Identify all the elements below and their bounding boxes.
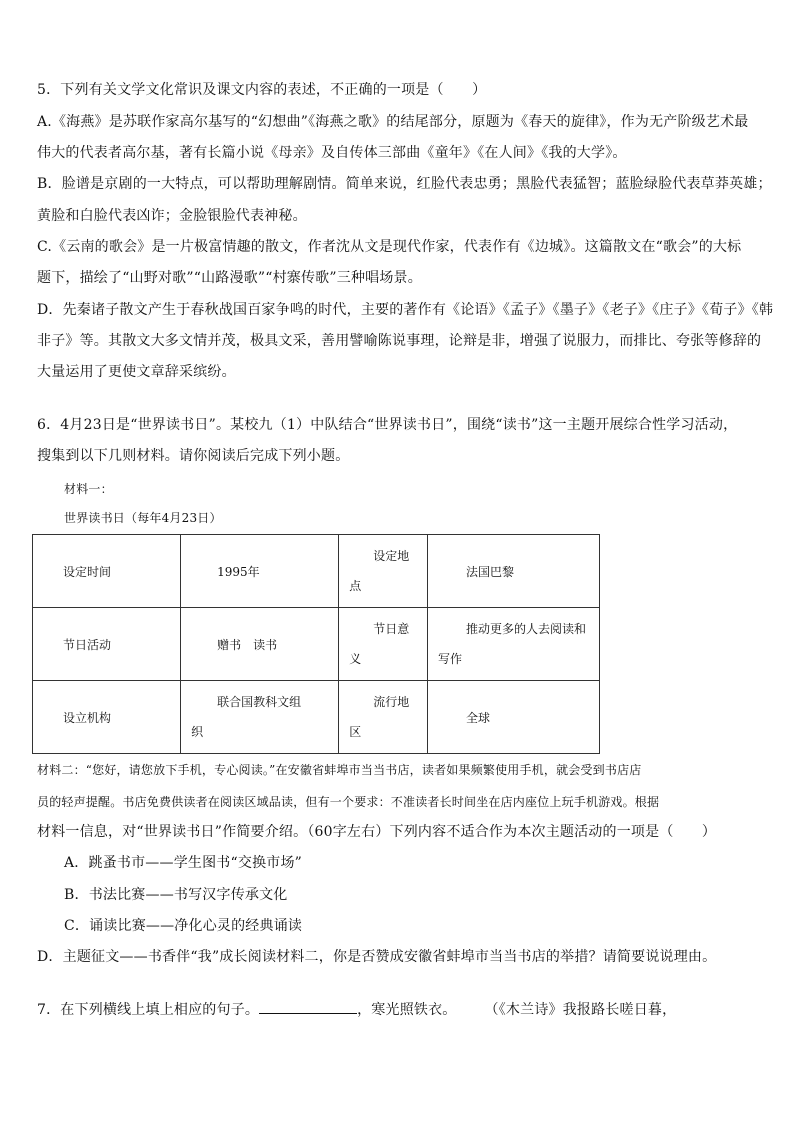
table-cell xyxy=(339,608,428,681)
q6-option-d: D．主题征文——书香伴“我”成长阅读材料二，你是否赞成安徽省蚌埠市当当书店的举措？请简要说说理由。 xyxy=(37,949,717,965)
cell-line: 法国巴黎 xyxy=(465,564,514,579)
table-cell xyxy=(427,681,599,754)
q5-option-b-line1: B．脸谱是京剧的一大特点，可以帮助理解剧情。简单来说，红脸代表忠勇；黑脸代表猛智；蓝脸绿脸代表草莽英雄； xyxy=(37,176,772,192)
q5-option-c-line2: 题下，描绘了“山野对歌”“山路漫歌”“村寨传歌”三种唱场景。 xyxy=(37,270,422,286)
q6-intro-line1: 6．4月23日是“世界读书日”。某校九（1）中队结合“世界读书日”，围绕“读书”这一主题开展综合性学习活动， xyxy=(37,417,738,433)
table-title: 世界读书日（每年4月23日） xyxy=(64,511,222,525)
q5-option-a-line1: A.《海燕》是苏联作家高尔基写的“幻想曲”《海燕之歌》的结尾部分，原题为《春天的旋律》，作为无产阶级艺术最 xyxy=(37,114,749,130)
q5-option-a-line2: 伟大的代表者高尔基，著有长篇小说《母亲》及自传体三部曲《童年》《在人间》《我的大学》。 xyxy=(37,145,627,161)
cell-line: 推动更多的人去阅读和 xyxy=(465,622,586,636)
cell-line: 织 xyxy=(191,725,204,739)
cell-line: 全球 xyxy=(465,710,490,725)
table-cell: 节日活动 xyxy=(33,608,181,681)
q6-sub-question: 材料一信息，对“世界读书日”作简要介绍。（60字左右）下列内容不适合作为本次主题活动的一项是（ ） xyxy=(37,824,717,840)
material-2-line2: 员的轻声提醒。书店免费供读者在阅读区域品读，但有一个要求：不准读者长时间坐在店内座位上玩手机游戏。根据 xyxy=(37,795,660,809)
cell-line: 联合国教科文组 xyxy=(217,695,302,709)
q5-option-b-line2: 黄脸和白脸代表凶诈；金脸银脸代表神秘。 xyxy=(37,208,307,224)
q5-option-c-line1: C.《云南的歌会》是一片极富情趣的散文，作者沈从文是现代作家，代表作有《边城》。这篇散文在“歌会”的大标 xyxy=(37,239,742,255)
q6-option-b: B．书法比赛——书写汉字传承文化 xyxy=(64,887,288,903)
cell-line: 写作 xyxy=(437,652,462,666)
cell-line: 区 xyxy=(349,725,362,739)
cell-line: 点 xyxy=(349,579,362,593)
q7-text-cont: （《木兰诗》我报路长嗟日暮， xyxy=(484,1002,677,1018)
cell-line: 流行地 xyxy=(373,695,410,709)
q7-prompt: 7．在下列横线上填上相应的句子。 xyxy=(37,1002,260,1018)
table-cell xyxy=(181,681,339,754)
q6-intro-line2: 搜集到以下几则材料。请你阅读后完成下列小题。 xyxy=(37,448,350,464)
table-cell: 设立机构 xyxy=(33,681,181,754)
table-cell xyxy=(427,608,599,681)
q5-stem: 5．下列有关文学文化常识及课文内容的表述，不正确的一项是（ ） xyxy=(37,82,487,98)
q5-option-d-line1: D．先秦诸子散文产生于春秋战国百家争鸣的时代，主要的著作有《论语》《孟子》《墨子》《老子》《庄子》《荀子》《韩 xyxy=(37,302,774,318)
table-cell xyxy=(339,535,428,608)
table-row xyxy=(33,681,600,754)
q7-text: ，寒光照铁衣。 xyxy=(357,1002,457,1018)
q5-option-d-line2: 非子》等。其散文大多文情并茂，极具文采，善用譬喻陈说事理，论辩是非，增强了说服力，而排比、夸张等修辞的 xyxy=(37,333,762,349)
world-book-day-table xyxy=(32,534,600,754)
table-row xyxy=(33,608,600,681)
q6-option-a: A．跳蚤书市——学生图书“交换市场” xyxy=(64,855,303,871)
material-2-line1: 材料二：“您好，请您放下手机，专心阅读。”在安徽省蚌埠市当当书店，读者如果频繁使用手机，就会受到书店店 xyxy=(37,763,642,777)
answer-blank[interactable] xyxy=(259,999,357,1014)
cell-line: 设定地 xyxy=(373,549,410,563)
question-7 xyxy=(37,999,676,1020)
material-1-label: 材料一： xyxy=(64,482,113,496)
table-cell: 1995年 xyxy=(181,535,339,608)
q5-option-d-line3: 大量运用了更使文章辞采缤纷。 xyxy=(37,364,236,380)
table-cell xyxy=(427,535,599,608)
table-cell: 赠书 读书 xyxy=(181,608,339,681)
q6-option-c: C．诵读比赛——净化心灵的经典诵读 xyxy=(64,918,303,934)
table-cell: 设定时间 xyxy=(33,535,181,608)
cell-line: 节日意 xyxy=(373,622,410,636)
table-cell xyxy=(339,681,428,754)
table-row xyxy=(33,535,600,608)
cell-line: 义 xyxy=(349,652,362,666)
